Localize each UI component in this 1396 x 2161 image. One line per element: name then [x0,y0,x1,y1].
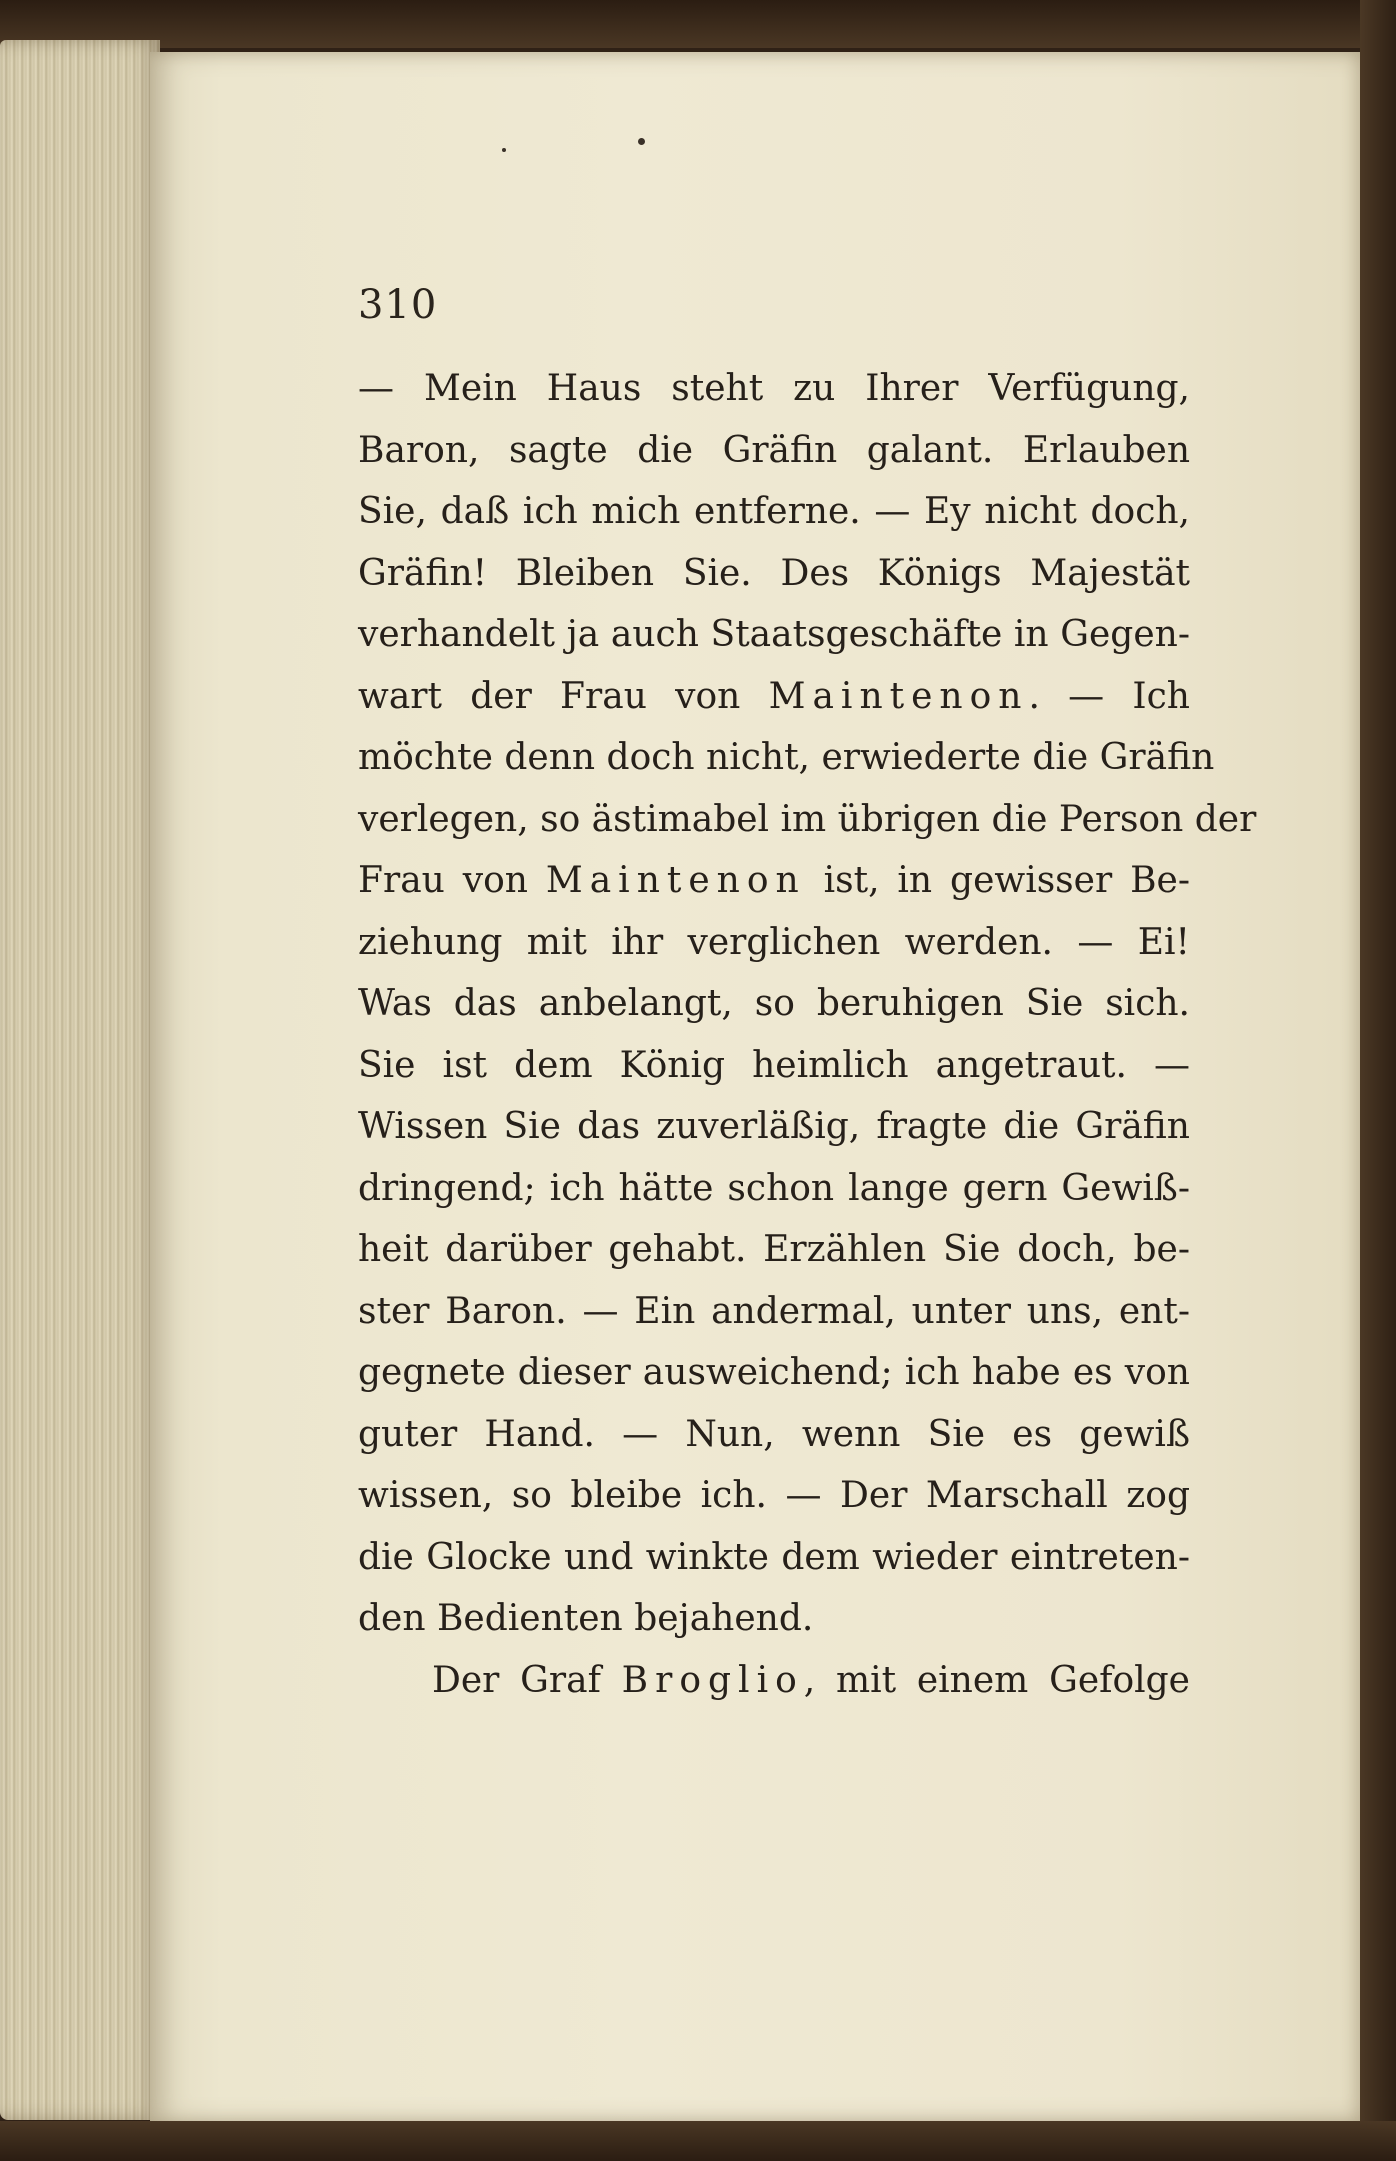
text-line: Baron, sagte die Gräfin galant. Erlauben [358,429,1190,471]
text-line: dringend; ich hätte schon lange gern Gewiß- [358,1167,1190,1209]
text-line: Sie, daß ich mich entferne. — Ey nicht doch, [358,491,1190,532]
book-cover-top [0,0,1396,48]
text-line: Sie ist dem König heimlich angetraut. — [358,1044,1190,1086]
text-line [358,666,1190,728]
ink-speck [502,148,506,152]
text-line: gegnete dieser ausweichend; ich habe es von [358,1352,1190,1393]
text-line: die Glocke und winkte dem wieder eintreten- [358,1536,1190,1578]
spaced-name: Maintenon [768,675,1029,717]
body-text [358,358,1257,1711]
spaced-name: Broglio [621,1659,804,1701]
text-line: ziehung mit ihr verglichen werden. — Ei! [358,921,1190,963]
text-segment: . — Ich [1028,675,1190,717]
text-line: verlegen, so ästimabel im übrigen die Person der [358,798,1257,840]
text-line: Was das anbelangt, so beruhigen Sie sich. [358,983,1190,1024]
text-line: verhandelt ja auch Staatsgeschäfte in Gegen- [358,614,1190,655]
text-line: Wissen Sie das zuverläßig, fragte die Gräfin [358,1106,1190,1147]
text-segment: , mit einem Gefolge [803,1659,1190,1701]
text-line: den Bedienten bejahend. [358,1598,814,1639]
text-segment: Der Graf [432,1659,622,1701]
text-segment: wart der Frau von [358,675,769,717]
page-number: 310 [358,282,438,328]
text-line: möchte denn doch nicht, erwiederte die Gräfin [358,737,1215,778]
book-cover-bottom [0,2121,1396,2161]
text-line: Gräfin! Bleiben Sie. Des Königs Majestät [358,552,1190,594]
text-line [358,850,1190,912]
text-segment: Frau von [358,860,546,901]
text-line: wissen, so bleibe ich. — Der Marschall zog [358,1475,1190,1516]
spaced-name: Maintenon [545,860,806,901]
text-line: — Mein Haus steht zu Ihrer Verfügung, [358,368,1190,409]
book-cover-right [1360,0,1396,2161]
text-line: ster Baron. — Ein andermal, unter uns, ent- [358,1290,1190,1332]
text-segment: ist, in gewisser Be- [805,860,1191,901]
page-edges [0,40,160,2120]
text-line [358,1650,1190,1712]
ink-speck [638,138,645,145]
text-line: heit darüber gehabt. Erzählen Sie doch, be- [358,1229,1190,1270]
text-line: guter Hand. — Nun, wenn Sie es gewiß [358,1413,1190,1455]
